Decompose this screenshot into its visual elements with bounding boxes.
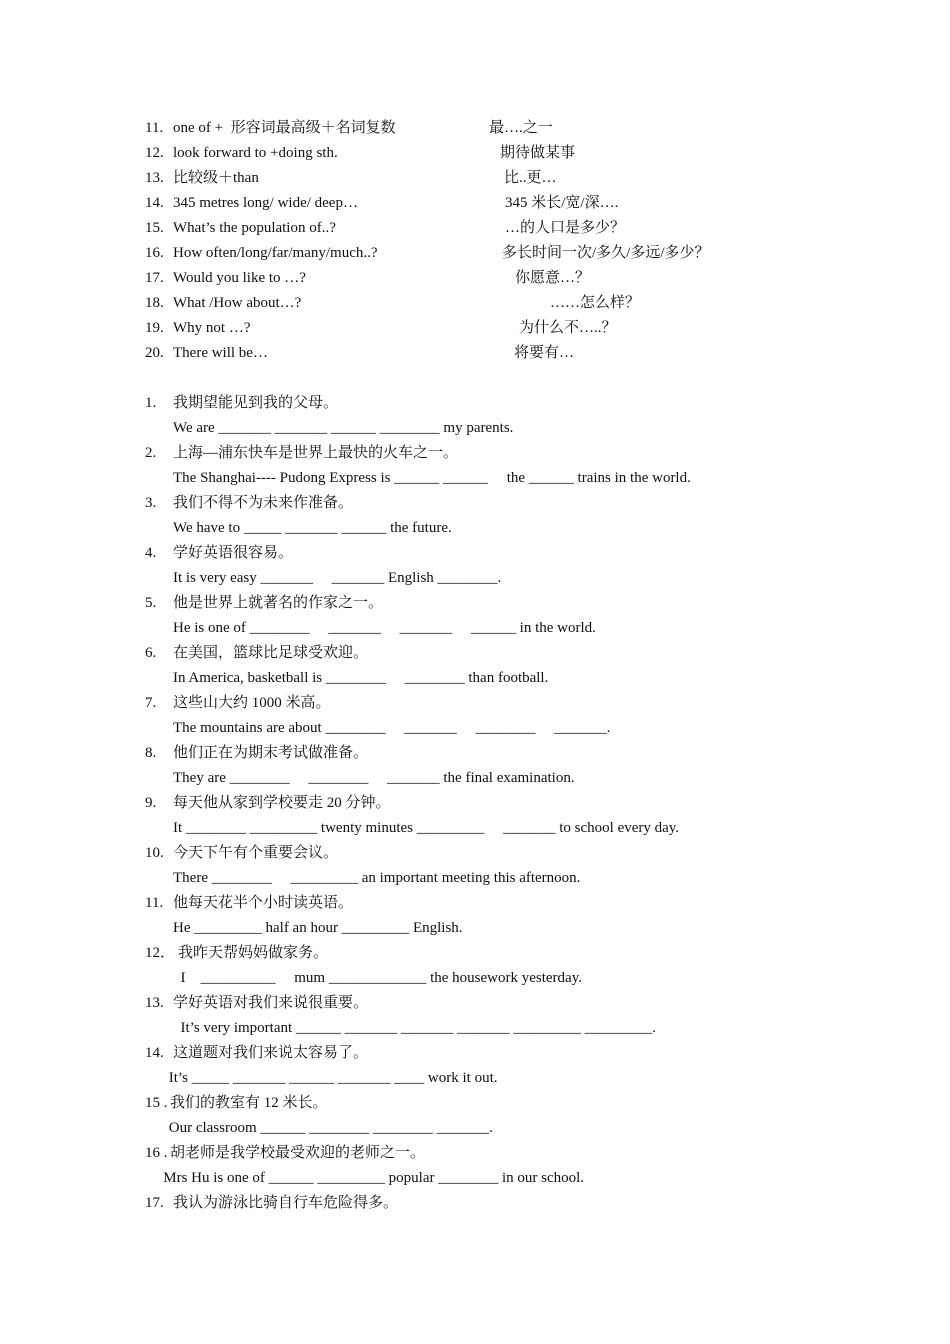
- exercise-number: 17.: [145, 1195, 164, 1211]
- phrase-english: What /How about…?: [173, 295, 302, 311]
- phrase-chinese: 多长时间一次/多久/多远/多少？: [502, 245, 710, 261]
- phrase-chinese: 你愿意…？: [515, 270, 591, 286]
- exercise-answer-line: The mountains are about ________ _______ ________ _______.: [173, 720, 611, 736]
- exercise-number: 11.: [145, 895, 164, 911]
- phrase-number: 17.: [145, 270, 164, 286]
- exercise-answer-line: Our classroom ______ ________ ________ _______.: [165, 1120, 493, 1136]
- phrase-chinese: 比..更…: [504, 170, 557, 186]
- exercise-prompt: 这些山大约 1000 米高。: [173, 695, 331, 711]
- exercise-prompt: 这道题对我们来说太容易了。: [173, 1045, 369, 1061]
- phrase-chinese: 345 米长/宽/深….: [505, 195, 619, 211]
- exercise-answer-line: They are ________ ________ _______ the final examination.: [173, 770, 575, 786]
- exercise-answer-line: Mrs Hu is one of ______ _________ popular ________ in our school.: [152, 1170, 585, 1186]
- exercise-prompt: 我们不得不为未来作准备。: [173, 495, 354, 511]
- phrase-chinese: 最….之一: [489, 120, 553, 136]
- exercise-answer-line: We are _______ _______ ______ ________ my parents.: [173, 420, 514, 436]
- phrase-number: 13.: [145, 170, 164, 186]
- phrase-english: look forward to +doing sth.: [173, 145, 338, 161]
- phrase-number: 20.: [145, 345, 164, 361]
- exercise-prompt: 我们的教室有 12 米长。: [170, 1095, 328, 1111]
- exercise-prompt: 今天下午有个重要会议。: [173, 845, 339, 861]
- exercise-prompt: 在美国，篮球比足球受欢迎。: [173, 645, 369, 661]
- exercise-number: 2.: [145, 445, 157, 461]
- phrase-english: How often/long/far/many/much..?: [173, 245, 378, 261]
- exercise-number: 8.: [145, 745, 157, 761]
- exercise-prompt: 上海—浦东快车是世界上最快的火车之一。: [173, 445, 459, 461]
- exercise-number: 14.: [145, 1045, 164, 1061]
- exercise-prompt: 他是世界上就著名的作家之一。: [173, 595, 384, 611]
- exercise-number: 13.: [145, 995, 164, 1011]
- exercise-number: 1.: [145, 395, 157, 411]
- phrase-english: 345 metres long/ wide/ deep…: [173, 195, 358, 211]
- exercise-answer-line: We have to _____ _______ ______ the future.: [173, 520, 452, 536]
- exercise-number: 6.: [145, 645, 157, 661]
- exercise-number: 12．: [145, 945, 176, 961]
- exercise-answer-line: In America, basketball is ________ ________ than football.: [173, 670, 549, 686]
- phrase-number: 15.: [145, 220, 164, 236]
- phrase-number: 14.: [145, 195, 164, 211]
- phrase-chinese: ……怎么样？: [550, 295, 641, 311]
- phrase-english: There will be…: [173, 345, 268, 361]
- phrase-english: Why not …?: [173, 320, 251, 336]
- exercise-number: 7.: [145, 695, 157, 711]
- exercise-prompt: 他每天花半个小时读英语。: [173, 895, 354, 911]
- exercise-answer-line: It’s very important ______ _______ _______ _______ _________ _________.: [173, 1020, 656, 1036]
- phrase-number: 12.: [145, 145, 164, 161]
- phrase-number: 18.: [145, 295, 164, 311]
- exercise-answer-line: He _________ half an hour _________ English.: [173, 920, 463, 936]
- exercise-answer-line: He is one of ________ _______ _______ ______ in the world.: [173, 620, 596, 636]
- phrase-number: 16.: [145, 245, 164, 261]
- exercise-answer-line: It is very easy _______ _______ English ________.: [173, 570, 502, 586]
- exercise-number: 16 .: [145, 1145, 168, 1161]
- exercise-answer-line: There ________ _________ an important meeting this afternoon.: [173, 870, 581, 886]
- exercise-number: 5.: [145, 595, 157, 611]
- exercise-prompt: 每天他从家到学校要走 20 分钟。: [173, 795, 391, 811]
- exercise-prompt: 我昨天帮妈妈做家务。: [178, 945, 329, 961]
- exercise-number: 3.: [145, 495, 157, 511]
- exercise-prompt: 我期望能见到我的父母。: [173, 395, 339, 411]
- phrase-chinese: 期待做某事: [500, 145, 576, 161]
- exercise-prompt: 学好英语很容易。: [173, 545, 294, 561]
- phrase-english: What’s the population of..?: [173, 220, 336, 236]
- exercise-prompt: 我认为游泳比骑自行车危险得多。: [173, 1195, 399, 1211]
- phrase-english: one of + 形容词最高级＋名词复数: [173, 120, 396, 136]
- exercise-number: 4.: [145, 545, 157, 561]
- exercise-number: 9.: [145, 795, 157, 811]
- phrase-number: 19.: [145, 320, 164, 336]
- phrase-chinese: 为什么不…..？: [519, 320, 617, 336]
- exercise-prompt: 他们正在为期末考试做准备。: [173, 745, 369, 761]
- exercise-answer-line: The Shanghai---- Pudong Express is ______ ______ the ______ trains in the world.: [173, 470, 691, 486]
- exercise-answer-line: It’s _____ _______ ______ _______ ____ work it out.: [165, 1070, 498, 1086]
- phrase-number: 11.: [145, 120, 164, 136]
- exercise-number: 10.: [145, 845, 164, 861]
- exercise-prompt: 学好英语对我们来说很重要。: [173, 995, 369, 1011]
- exercise-answer-line: It ________ _________ twenty minutes _________ _______ to school every day.: [173, 820, 680, 836]
- exercise-answer-line: I __________ mum _____________ the housework yesterday.: [173, 970, 582, 986]
- phrase-english: Would you like to …?: [173, 270, 306, 286]
- exercise-prompt: 胡老师是我学校最受欢迎的老师之一。: [170, 1145, 426, 1161]
- exercise-number: 15 .: [145, 1095, 168, 1111]
- phrase-chinese: 将要有…: [514, 345, 575, 361]
- phrase-english: 比较级＋than: [173, 170, 259, 186]
- phrase-chinese: …的人口是多少？: [505, 220, 626, 236]
